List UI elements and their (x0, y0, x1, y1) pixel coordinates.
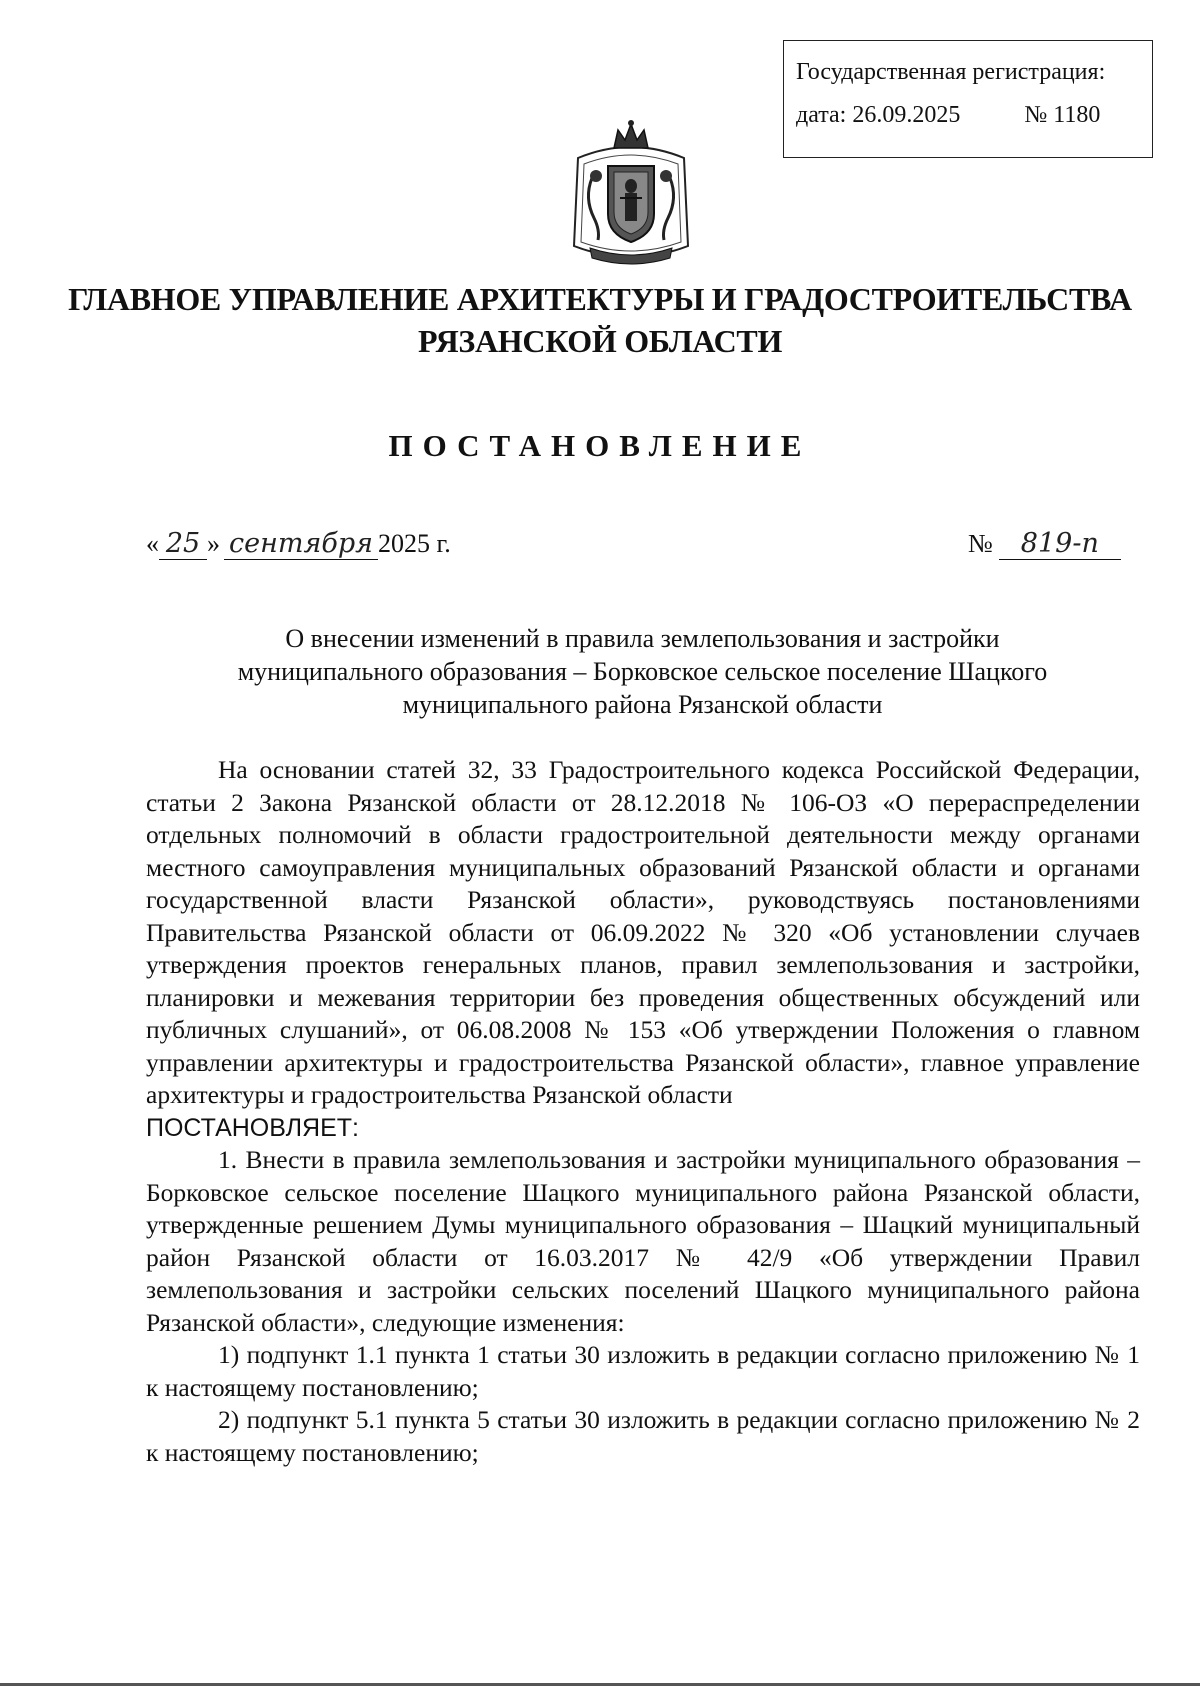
date-year: 2025 г. (378, 529, 451, 558)
document-body (146, 754, 1140, 1469)
number-label: № (968, 529, 993, 558)
subitem-1-paragraph: 1) подпункт 1.1 пункта 1 статьи 30 изложить в редакции согласно приложению № 1 к настоящему постановлению; (146, 1340, 1140, 1402)
date-month-handwritten: сентября (224, 528, 378, 560)
registration-title: Государственная регистрация: (796, 59, 1106, 85)
registration-stamp (783, 40, 1153, 158)
document-number (968, 528, 1121, 560)
preamble-paragraph: На основании статей 32, 33 Градостроительного кодекса Российской Федерации, статьи 2 Закона Рязанской области от 28.12.2018 № 106-ОЗ «О перераспределении отдельных полномочий в области градостроительной деятельности между органами местного самоуправления муниципальных образований Рязанской области и органами государственной власти Рязанской области», руководствуясь постановлениями Правительства Рязанской области от 06.09.2022 № 320 «Об установлении случаев утверждения проектов генеральных планов, правил землепользования и застройки, планировки и межевания территории без проведения общественных обсуждений или публичных слушаний», от 06.08.2008 № 153 «Об утверждении Положения о главном управлении архитектуры и градостроительства Рязанской области», главное управление архитектуры и градостроительства Рязанской области (146, 755, 1140, 1109)
date-open-quote: « (146, 529, 159, 558)
organization-heading (0, 278, 1200, 362)
subject-line-3: муниципального района Рязанской области (402, 690, 883, 719)
document-subject (150, 622, 1135, 721)
registration-details (796, 102, 1138, 129)
organization-line-1: ГЛАВНОЕ УПРАВЛЕНИЕ АРХИТЕКТУРЫ И ГРАДОСТРОИТЕЛЬСТВА (68, 281, 1132, 317)
decree-word: ПОСТАНОВЛЯЕТ: (146, 1113, 360, 1142)
scan-bottom-edge (0, 1683, 1200, 1686)
coat-of-arms-icon (570, 118, 692, 270)
date-close-quote: » (207, 529, 220, 558)
date-day-handwritten: 25 (159, 528, 207, 560)
number-handwritten: 819-п (999, 528, 1121, 560)
registration-number: № 1180 (1024, 102, 1101, 128)
subitem-2-paragraph: 2) подпункт 5.1 пункта 5 статьи 30 изложить в редакции согласно приложению № 2 к настоящему постановлению; (146, 1405, 1140, 1467)
organization-line-2: РЯЗАНСКОЙ ОБЛАСТИ (417, 323, 783, 359)
subject-line-2: муниципального образования – Борковское сельское поселение Шацкого (237, 657, 1048, 686)
subject-line-1: О внесении изменений в правила землепользования и застройки (285, 624, 1000, 653)
registration-date: дата: 26.09.2025 (796, 102, 961, 128)
item-1-paragraph: 1. Внести в правила землепользования и застройки муниципального образования – Борковское сельское поселение Шацкого муниципального района Рязанской области, утвержденные решением Думы муниципального образования – Шацкий муниципальный район Рязанской области от 16.03.2017 № 42/9 «Об утверждении Правил землепользования и застройки сельских поселений Шацкого муниципального района Рязанской области», следующие изменения: (146, 1145, 1140, 1337)
document-date (146, 528, 451, 560)
document-type: ПОСТАНОВЛЕНИЕ (388, 428, 812, 463)
